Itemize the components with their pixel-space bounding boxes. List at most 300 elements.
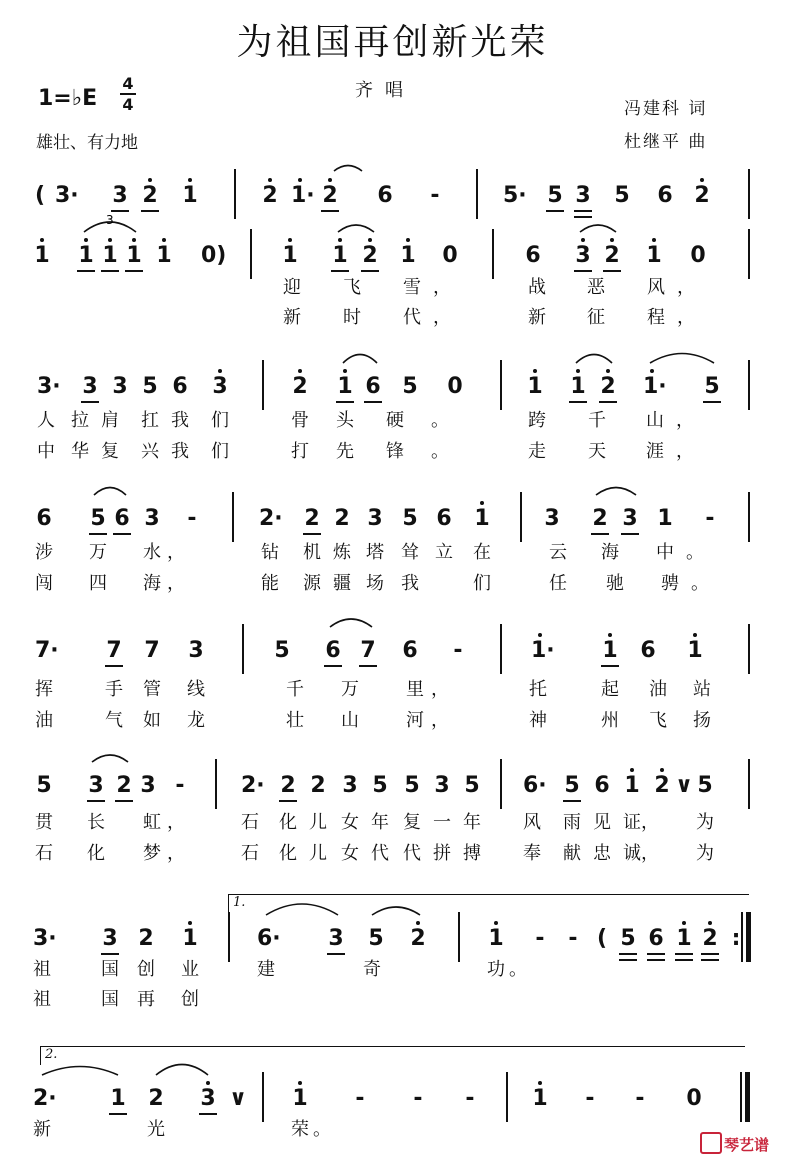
lyric-char: 山 (341, 710, 359, 731)
lyric-char: 年 (371, 812, 389, 833)
note: 6 (324, 638, 342, 664)
lyric-char: 海 (601, 542, 619, 563)
lyric-char: 千 (588, 410, 606, 431)
lyric-char: 复 (403, 812, 421, 833)
note: 1 (601, 638, 619, 664)
slur (596, 488, 636, 496)
note: 3 (544, 506, 560, 531)
lyric-char: 骨 (291, 410, 309, 431)
lyric-char: ， (641, 843, 659, 864)
note: 1· (643, 374, 661, 400)
note: 3 (574, 183, 592, 209)
extension-dash: - (430, 183, 440, 208)
lyric-char: 钻 (261, 542, 279, 563)
lyric-char: 见 (593, 812, 611, 833)
note: 2 (409, 926, 427, 952)
lyric-char: 涯 (646, 441, 664, 462)
lyric-char: 人 (37, 410, 55, 431)
extension-dash: - (535, 926, 545, 951)
note: 6· (257, 926, 281, 951)
lyric-char: 油 (649, 679, 667, 700)
note: 2 (334, 506, 350, 531)
lyric-char: 打 (291, 441, 309, 462)
note: 5 (546, 183, 564, 209)
extension-dash: - (413, 1086, 423, 1111)
note: : (731, 926, 741, 951)
first-ending-number: 1. (233, 895, 246, 910)
note: 5 (142, 374, 158, 399)
slur (92, 755, 128, 762)
note: 3 (342, 773, 358, 798)
lyric-char: 闯 (35, 573, 53, 594)
lyric-char: 河 (406, 710, 424, 731)
lyric-char: 。 (313, 1119, 331, 1140)
lyric-char: 们 (473, 573, 491, 594)
lyric-char: 年 (463, 812, 481, 833)
song-title: 为祖国再创新光荣 (236, 22, 549, 63)
second-ending-number: 2. (45, 1047, 58, 1062)
note: 5 (464, 773, 480, 798)
note: 7 (105, 638, 123, 664)
lyric-char: 中 (656, 542, 674, 563)
note: 6 (647, 926, 665, 952)
lyric-char: 炼 (333, 542, 351, 563)
lyric-char: 迎 (283, 277, 301, 298)
lyric-char: 龙 (187, 710, 205, 731)
lyric-char: 站 (693, 679, 711, 700)
lyric-char: 在 (473, 542, 491, 563)
note: 0 (447, 374, 463, 399)
lyric-char: 搏 (463, 843, 481, 864)
breath-mark: ∨ (675, 773, 693, 798)
lyric-char: 锋 (386, 441, 404, 462)
note: 2 (321, 183, 339, 209)
lyric-char: 石 (241, 812, 259, 833)
note: 3 (367, 506, 383, 531)
note: 1 (473, 506, 491, 532)
lyric-char: 壮 (286, 710, 304, 731)
extension-dash: - (585, 1086, 595, 1111)
lyric-char: 程 (647, 307, 665, 328)
slur (330, 619, 372, 627)
lyric-char: 场 (366, 573, 384, 594)
note: 3 (327, 926, 345, 952)
lyric-char: 新 (283, 307, 301, 328)
lyric-char: ， (677, 307, 695, 328)
lyric-char: 石 (35, 843, 53, 864)
lyric-char: ， (433, 277, 451, 298)
time-signature-top: 4 (122, 74, 134, 93)
lyric-char: 我 (171, 410, 189, 431)
note: 3· (37, 374, 61, 399)
note: 1 (531, 1086, 549, 1112)
lyric-char: 诚 (623, 843, 641, 864)
lyric-char: 雨 (563, 812, 581, 833)
note: 6 (364, 374, 382, 400)
lyric-char: 。 (691, 573, 709, 594)
note: 3 (87, 773, 105, 799)
lyric-char: 我 (401, 573, 419, 594)
lyric-char: 创 (137, 959, 155, 980)
extension-dash: - (465, 1086, 475, 1111)
slur (334, 166, 362, 172)
note: 6 (172, 374, 188, 399)
lyric-char: 先 (336, 441, 354, 462)
lyric-char: 化 (279, 843, 297, 864)
note: 2 (141, 183, 159, 209)
lyric-char: 国 (101, 989, 119, 1010)
note: 6 (113, 506, 131, 532)
note: 6 (436, 506, 452, 531)
lyric-char: 飞 (649, 710, 667, 731)
lyric-char: 代 (371, 843, 389, 864)
slur (343, 355, 377, 364)
lyric-char: 儿 (309, 843, 327, 864)
lyric-char: 华 (71, 441, 89, 462)
note: 6 (402, 638, 418, 663)
note: 2 (303, 506, 321, 532)
lyric-char: 能 (261, 573, 279, 594)
lyric-char: ， (431, 710, 449, 731)
note: 5 (614, 183, 630, 208)
note: 5 (402, 506, 418, 531)
note: 2 (599, 374, 617, 400)
watermark (700, 1132, 769, 1155)
lyric-char: 线 (187, 679, 205, 700)
note: 1 (686, 638, 704, 664)
lyric-char: ， (641, 812, 659, 833)
note: 2 (361, 243, 379, 269)
note: 1 (125, 243, 143, 269)
note: 6 (594, 773, 610, 798)
lyric-char: 。 (509, 959, 527, 980)
lyric-char: 女 (341, 843, 359, 864)
note: 0 (686, 1086, 702, 1111)
lyric-char: ， (167, 542, 185, 563)
lyric-char: 梦 (143, 843, 161, 864)
note: 3 (188, 638, 204, 663)
lyric-char: 证 (623, 812, 641, 833)
note: 1 (33, 243, 51, 269)
note: 1 (675, 926, 693, 952)
lyric-char: 时 (343, 307, 361, 328)
note: 1 (181, 183, 199, 209)
lyric-char: 长 (87, 812, 105, 833)
time-signature-bottom: 4 (122, 95, 134, 114)
lyric-char: 。 (686, 542, 704, 563)
lyric-char: 管 (143, 679, 161, 700)
lyric-char: 任 (549, 573, 567, 594)
note: 1 (487, 926, 505, 952)
slur (94, 488, 126, 496)
note: 2 (310, 773, 326, 798)
lyric-char: 云 (549, 542, 567, 563)
note: 5 (404, 773, 420, 798)
note: 5· (503, 183, 527, 208)
note: 3 (144, 506, 160, 531)
lyric-char: 们 (211, 441, 229, 462)
lyric-char: 奉 (523, 843, 541, 864)
note: 1 (399, 243, 417, 269)
note: 3 (101, 926, 119, 952)
lyric-char: 立 (435, 542, 453, 563)
lyric-char: 奇 (363, 959, 381, 980)
note: 1 (101, 243, 119, 269)
lyric-char: 如 (143, 710, 161, 731)
note: 1 (77, 243, 95, 269)
performance-type: 齐唱 (355, 80, 415, 101)
lyric-char: 儿 (309, 812, 327, 833)
lyric-char: 雪 (403, 277, 421, 298)
second-ending-bracket (40, 1046, 745, 1065)
lyric-char: 化 (279, 812, 297, 833)
note: 6 (525, 243, 541, 268)
lyric-char: 肩 (101, 410, 119, 431)
lyric-char: 天 (588, 441, 606, 462)
lyric-char: 新 (33, 1119, 51, 1140)
note: 5 (274, 638, 290, 663)
note: 2 (115, 773, 133, 799)
breath-mark: ∨ (229, 1086, 247, 1111)
note: 3 (574, 243, 592, 269)
note: 1 (291, 1086, 309, 1112)
watermark-text: 琴艺谱 (723, 1136, 769, 1154)
first-ending-bracket (228, 894, 749, 913)
lyric-char: 新 (528, 307, 546, 328)
note: 5 (368, 926, 384, 951)
lyric-char: 复 (101, 441, 119, 462)
note: 2 (591, 506, 609, 532)
note: 2· (241, 773, 265, 798)
extension-dash: - (187, 506, 197, 531)
note: 6 (36, 506, 52, 531)
lyric-char: 飞 (343, 277, 361, 298)
lyric-char: 走 (528, 441, 546, 462)
note: 1 (645, 243, 663, 269)
note: 2 (701, 926, 719, 952)
lyric-char: ， (431, 679, 449, 700)
lyric-char: 挥 (35, 679, 53, 700)
note: 7 (144, 638, 160, 663)
note: ( (596, 926, 608, 951)
triplet-number: 3 (106, 213, 114, 227)
note: 2 (261, 183, 279, 209)
note: 3· (33, 926, 57, 951)
extension-dash: - (635, 1086, 645, 1111)
note: 6 (640, 638, 656, 663)
note: 5 (402, 374, 418, 399)
lyric-char: 里 (406, 679, 424, 700)
lyric-char: 战 (528, 277, 546, 298)
lyric-char: 耸 (401, 542, 419, 563)
note: 0) (201, 243, 227, 268)
composer-credit: 杜继平 曲 (624, 132, 708, 152)
note: 3 (621, 506, 639, 532)
note: 1 (526, 374, 544, 400)
note: 1 (569, 374, 587, 400)
lyric-char: 拉 (71, 410, 89, 431)
note: ( (34, 183, 46, 208)
lyric-char: ， (433, 307, 451, 328)
note: 1 (331, 243, 349, 269)
slur (338, 225, 374, 232)
lyric-char: 源 (303, 573, 321, 594)
note: 5 (36, 773, 52, 798)
lyric-char: 荣 (291, 1119, 309, 1140)
lyric-char: 忠 (593, 843, 611, 864)
note: 6 (377, 183, 393, 208)
lyric-char: ， (167, 843, 185, 864)
lyric-char: 托 (529, 679, 547, 700)
lyric-char: 驰 (606, 573, 624, 594)
lyric-char: 。 (431, 441, 449, 462)
lyric-char: 。 (431, 410, 449, 431)
note: 0 (690, 243, 706, 268)
lyric-char: ， (167, 573, 185, 594)
note: 3 (140, 773, 156, 798)
lyric-char: 海 (143, 573, 161, 594)
extension-dash: - (705, 506, 715, 531)
lyric-char: 一 (433, 812, 451, 833)
note: 2 (653, 773, 671, 799)
lyric-char: 万 (341, 679, 359, 700)
lyric-char: 跨 (528, 410, 546, 431)
lyric-char: 油 (35, 710, 53, 731)
note: 6· (523, 773, 547, 798)
lyric-char: 再 (137, 989, 155, 1010)
note: 5 (563, 773, 581, 799)
lyricist-credit: 冯建科 词 (624, 99, 708, 119)
lyric-char: 扬 (693, 710, 711, 731)
note: 5 (697, 773, 713, 798)
note: 3 (199, 1086, 217, 1112)
lyric-char: 硬 (386, 410, 404, 431)
note: 2 (603, 243, 621, 269)
note: 1· (531, 638, 549, 664)
lyric-char: ， (677, 277, 695, 298)
note: 3 (111, 183, 129, 209)
lyric-char: 骋 (661, 573, 679, 594)
lyric-char: 手 (105, 679, 123, 700)
note: 2 (138, 926, 154, 951)
note: 2· (33, 1086, 57, 1111)
note: 7· (35, 638, 59, 663)
lyric-char: 恶 (587, 277, 605, 298)
lyric-char: 千 (286, 679, 304, 700)
note: 3 (434, 773, 450, 798)
lyric-char: 代 (403, 843, 421, 864)
note: 5 (619, 926, 637, 952)
note: 1 (623, 773, 641, 799)
note: 0 (442, 243, 458, 268)
note: 5 (89, 506, 107, 532)
lyric-char: 头 (336, 410, 354, 431)
note: 1 (281, 243, 299, 269)
tempo-marking: 雄壮、有力地 (36, 133, 138, 153)
lyric-char: 风 (647, 277, 665, 298)
note: 1· (291, 183, 309, 209)
note: 3 (211, 374, 229, 400)
lyric-char: 四 (89, 573, 107, 594)
lyric-char: 创 (181, 989, 199, 1010)
lyric-char: 起 (601, 679, 619, 700)
note: 3· (55, 183, 79, 208)
lyric-char: 们 (211, 410, 229, 431)
lyric-char: 山 (646, 410, 664, 431)
extension-dash: - (355, 1086, 365, 1111)
lyric-char: 功 (487, 959, 505, 980)
note: 5 (372, 773, 388, 798)
lyric-char: 贯 (35, 812, 53, 833)
lyric-char: 神 (529, 710, 547, 731)
lyric-char: 水 (143, 542, 161, 563)
lyric-char: 涉 (35, 542, 53, 563)
lyric-char: ， (676, 441, 694, 462)
slur (42, 1067, 118, 1076)
lyric-char: 州 (601, 710, 619, 731)
slur (650, 354, 714, 364)
lyric-char: 气 (105, 710, 123, 731)
note: 1 (336, 374, 354, 400)
note: 3 (81, 374, 99, 400)
note: 1 (109, 1086, 127, 1112)
note: 6 (657, 183, 673, 208)
note: 7 (359, 638, 377, 664)
extension-dash: - (175, 773, 185, 798)
note: 2· (259, 506, 283, 531)
note: 1 (155, 243, 173, 269)
lyric-char: 兴 (141, 441, 159, 462)
lyric-char: 为 (696, 843, 714, 864)
slur (156, 1065, 208, 1076)
lyric-char: 国 (101, 959, 119, 980)
lyric-char: 风 (523, 812, 541, 833)
lyric-char: 机 (303, 542, 321, 563)
note: 5 (703, 374, 721, 400)
lyric-char: 疆 (333, 573, 351, 594)
note: 2 (148, 1086, 164, 1111)
slur (576, 355, 612, 364)
lyric-char: 为 (696, 812, 714, 833)
lyric-char: 代 (403, 307, 421, 328)
lyric-char: 我 (171, 441, 189, 462)
lyric-char: 拼 (433, 843, 451, 864)
note: 2 (279, 773, 297, 799)
key-signature: 1=♭E (38, 86, 98, 111)
lyric-char: 献 (563, 843, 581, 864)
lyric-char: 女 (341, 812, 359, 833)
extension-dash: - (453, 638, 463, 663)
lyric-char: 万 (89, 542, 107, 563)
lyric-char: ， (167, 812, 185, 833)
extension-dash: - (568, 926, 578, 951)
slur (580, 225, 616, 232)
lyric-char: 扛 (141, 410, 159, 431)
lyric-char: 祖 (33, 959, 51, 980)
note: 2 (693, 183, 711, 209)
lyric-char: 征 (587, 307, 605, 328)
note: 2 (291, 374, 309, 400)
lyric-char: 祖 (33, 989, 51, 1010)
lyric-char: 业 (181, 959, 199, 980)
lyric-char: 建 (257, 959, 275, 980)
lyric-char: ， (676, 410, 694, 431)
note: 3 (112, 374, 128, 399)
lyric-char: 石 (241, 843, 259, 864)
logo-icon (700, 1132, 722, 1154)
lyric-char: 化 (87, 843, 105, 864)
lyric-char: 中 (37, 441, 55, 462)
